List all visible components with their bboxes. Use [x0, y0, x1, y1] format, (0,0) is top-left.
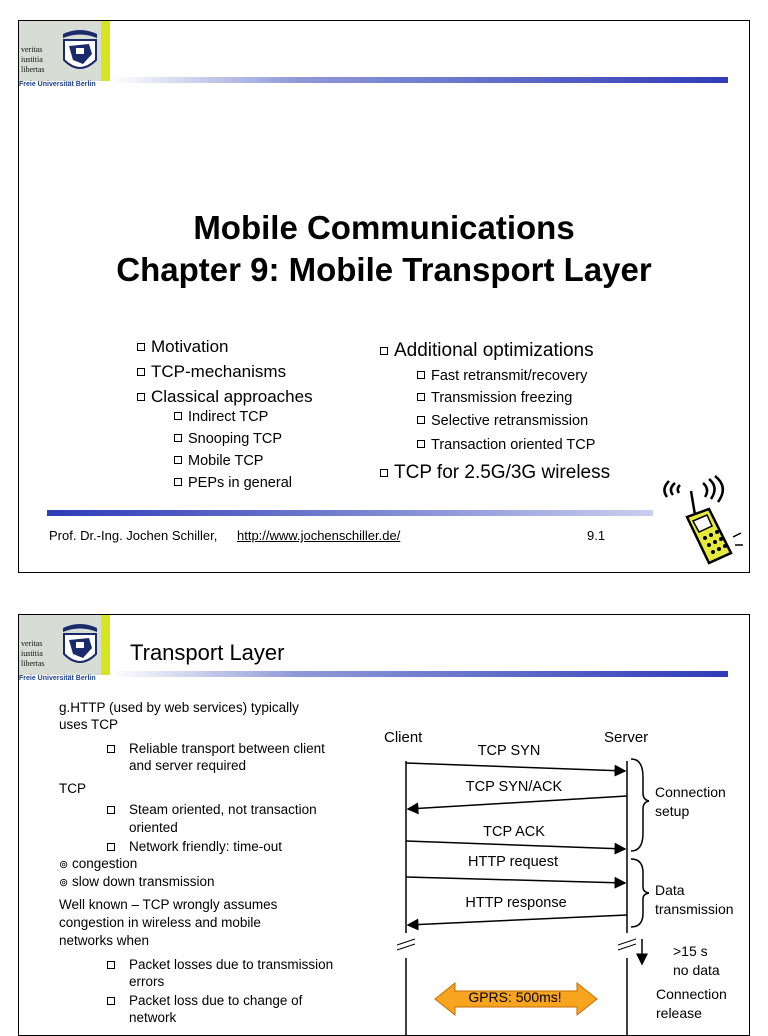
label-line: Connection	[655, 784, 726, 800]
logo-caption: Freie Universität Berlin	[19, 675, 96, 682]
implication-text: slow down transmission	[71, 874, 215, 889]
motto-line: veritas	[21, 639, 43, 648]
server-label: Server	[604, 729, 649, 746]
bullet-continuation: oriented	[129, 820, 178, 835]
header-rule	[111, 671, 728, 677]
list-item	[137, 362, 286, 382]
university-logo	[19, 615, 111, 687]
bullet-text: Packet loss due to change of	[129, 993, 303, 1008]
logo-motto	[21, 639, 45, 669]
square-bullet-icon	[107, 961, 115, 969]
bullet-item	[129, 993, 302, 1009]
checkbox-bullet-icon	[380, 347, 388, 355]
lifeline-break-icon	[618, 939, 636, 950]
checkbox-bullet-icon	[174, 456, 182, 464]
list-item-label: TCP-mechanisms	[151, 362, 287, 381]
title-line-1: Mobile Communications	[193, 209, 575, 246]
implies-arrow-icon: ⊚	[59, 877, 69, 889]
mobile-phone-icon	[651, 471, 747, 569]
msg-arrow	[408, 796, 627, 809]
bullet-continuation: and server required	[129, 758, 247, 773]
checkbox-bullet-icon	[174, 434, 182, 442]
bullet-text: Reliable transport between client	[129, 741, 325, 756]
paragraph-line: congestion in wireless and mobile	[59, 915, 261, 930]
bullet-item	[129, 839, 282, 855]
bullet-item	[129, 741, 325, 757]
implication-line	[59, 874, 215, 891]
logo-motto	[21, 45, 45, 75]
implication-line	[59, 856, 137, 873]
list-item-label: Additional optimizations	[394, 340, 594, 361]
title-line-2: Chapter 9: Mobile Transport Layer	[116, 251, 652, 288]
gprs-label: GPRS: 500ms!	[468, 989, 562, 1005]
brace-icon	[631, 859, 649, 927]
bullet-continuation: errors	[129, 974, 165, 989]
paragraph-line: Well known – TCP wrongly assumes	[59, 897, 278, 912]
intro-line: g.HTTP (used by web services) typically	[59, 700, 299, 715]
square-bullet-icon	[107, 843, 115, 851]
slide-title	[19, 207, 749, 291]
bullet-text: Network friendly: time-out	[129, 839, 283, 854]
list-item	[380, 462, 610, 484]
connection-setup-label	[655, 783, 726, 821]
implies-arrow-icon: ⊚	[59, 859, 69, 871]
list-item-label: TCP for 2.5G/3G wireless	[394, 462, 611, 483]
label-line: transmission	[655, 901, 734, 917]
msg-arrow	[406, 763, 625, 771]
header-rule	[111, 77, 728, 83]
message-label: TCP SYN/ACK	[465, 779, 563, 795]
bullet-text: Steam oriented, not transaction	[129, 802, 317, 817]
list-item-label: Classical approaches	[151, 387, 313, 406]
checkbox-bullet-icon	[417, 440, 425, 448]
bullet-item	[129, 802, 317, 818]
sub-list-label: Fast retransmit/recovery	[431, 368, 588, 384]
footer-url-link[interactable]: http://www.jochenschiller.de/	[237, 528, 401, 543]
label-line: release	[656, 1005, 702, 1021]
checkbox-bullet-icon	[137, 343, 145, 351]
motto-line: libertas	[21, 65, 45, 74]
msg-arrow	[408, 915, 627, 925]
section-label: TCP	[59, 781, 86, 796]
checkbox-bullet-icon	[417, 393, 425, 401]
list-item-label: Motivation	[151, 337, 229, 356]
checkbox-bullet-icon	[417, 371, 425, 379]
motto-line: veritas	[21, 45, 43, 54]
label-line: >15 s	[673, 943, 708, 959]
sub-list-item	[417, 437, 595, 453]
page-number: 9.1	[587, 528, 606, 543]
intro-line: uses TCP	[59, 717, 119, 732]
square-bullet-icon	[107, 997, 115, 1005]
checkbox-bullet-icon	[380, 469, 388, 477]
msg-arrow	[406, 841, 625, 849]
sub-list-item	[174, 475, 292, 491]
bullet-text: Packet losses due to transmission	[129, 957, 334, 972]
logo-accent-strip	[101, 21, 110, 81]
seal-icon	[59, 24, 101, 78]
brace-icon	[631, 759, 649, 851]
footer-rule	[47, 510, 653, 516]
sub-list-item	[417, 413, 588, 429]
sub-list-item	[174, 409, 268, 425]
slide-1	[18, 20, 750, 573]
sub-list-label: Indirect TCP	[188, 409, 269, 425]
seal-icon	[59, 618, 101, 672]
sub-list-label: PEPs in general	[188, 475, 292, 491]
motto-line: iustitia	[21, 649, 43, 658]
message-label: TCP SYN	[477, 743, 541, 759]
logo-accent-strip	[101, 615, 110, 675]
bullet-item	[129, 957, 333, 973]
logo-caption: Freie Universität Berlin	[19, 81, 96, 88]
label-line: Connection	[656, 986, 727, 1002]
timeout-label	[673, 942, 720, 980]
square-bullet-icon	[107, 745, 115, 753]
client-label: Client	[384, 729, 423, 746]
connection-release-label	[656, 985, 727, 1023]
sub-list-item	[417, 368, 587, 384]
sub-list-label: Selective retransmission	[431, 413, 589, 429]
checkbox-bullet-icon	[417, 416, 425, 424]
sub-list-label: Transaction oriented TCP	[431, 437, 596, 453]
sub-list-item	[174, 431, 282, 447]
paragraph-line: networks when	[59, 933, 150, 948]
checkbox-bullet-icon	[137, 368, 145, 376]
sub-list-label: Mobile TCP	[188, 453, 264, 469]
footer-author: Prof. Dr.-Ing. Jochen Schiller,	[49, 528, 218, 543]
sub-list-label: Transmission freezing	[431, 390, 573, 406]
checkbox-bullet-icon	[137, 393, 145, 401]
message-label: HTTP response	[465, 895, 567, 911]
square-bullet-icon	[107, 806, 115, 814]
motto-line: iustitia	[21, 55, 43, 64]
motto-line: libertas	[21, 659, 45, 668]
message-label: HTTP request	[468, 854, 558, 870]
label-line: Data	[655, 882, 685, 898]
msg-arrow	[406, 877, 625, 883]
message-label: TCP ACK	[483, 824, 545, 840]
slide-2	[18, 614, 750, 1036]
label-line: no data	[673, 962, 720, 978]
checkbox-bullet-icon	[174, 412, 182, 420]
sub-list-item	[417, 390, 572, 406]
label-line: setup	[655, 803, 690, 819]
university-logo	[19, 21, 111, 93]
checkbox-bullet-icon	[174, 478, 182, 486]
sub-list-label: Snooping TCP	[188, 431, 283, 447]
implication-text: congestion	[71, 856, 138, 871]
sub-list-item	[174, 453, 263, 469]
slide-title: Transport Layer	[130, 640, 285, 665]
list-item	[137, 337, 228, 357]
bullet-continuation: network	[129, 1010, 177, 1025]
list-item	[380, 340, 594, 362]
data-transmission-label	[655, 881, 734, 919]
list-item	[137, 387, 313, 407]
lifeline-break-icon	[397, 939, 415, 950]
